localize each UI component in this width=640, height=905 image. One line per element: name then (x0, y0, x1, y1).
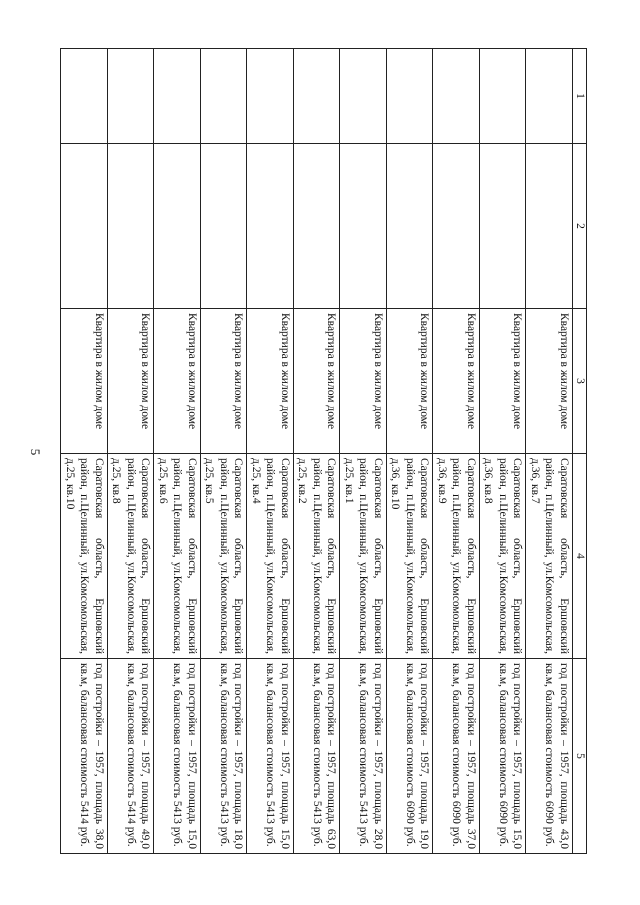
cell-col2 (61, 144, 108, 309)
table-row (387, 49, 434, 854)
header-cell: 3 (573, 309, 587, 454)
cell-details: год постройки – 1957, площадь 15,0 кв.м, балансовая стоимость 5413 руб. (154, 659, 201, 854)
cell-col1 (433, 49, 480, 144)
cell-address: Саратовская область, Ершовский район, п.Целинный, ул.Комсомольская, д.36, кв.7 (526, 454, 573, 659)
cell-address: Саратовская область, Ершовский район, п.Целинный, ул.Комсомольская, д.25, кв.8 (108, 454, 155, 659)
cell-col2 (526, 144, 573, 309)
table-row (340, 49, 387, 854)
cell-object-type: Квартира в жилом доме (61, 309, 108, 454)
header-cell: 1 (573, 49, 587, 144)
cell-col2 (387, 144, 434, 309)
table-row (433, 49, 480, 854)
table-row (201, 49, 248, 854)
cell-object-type: Квартира в жилом доме (201, 309, 248, 454)
cell-details: год постройки – 1957, площадь 38,0 кв.м, балансовая стоимость 5414 руб. (61, 659, 108, 854)
cell-col1 (108, 49, 155, 144)
cell-details: год постройки – 1957, площадь 37,0 кв.м, балансовая стоимость 6090 руб. (433, 659, 480, 854)
cell-address: Саратовская область, Ершовский район, п.Целинный, ул.Комсомольская, д.25, кв.5 (201, 454, 248, 659)
cell-col2 (247, 144, 294, 309)
cell-col1 (61, 49, 108, 144)
table-row (247, 49, 294, 854)
cell-col2 (201, 144, 248, 309)
cell-col1 (201, 49, 248, 144)
cell-object-type: Квартира в жилом доме (154, 309, 201, 454)
cell-details: год постройки – 1957, площадь 28,0 кв.м, балансовая стоимость 5413 руб. (340, 659, 387, 854)
cell-address: Саратовская область, Ершовский район, п.Целинный, ул.Комсомольская, д.25, кв.2 (294, 454, 341, 659)
cell-col1 (387, 49, 434, 144)
cell-details: год постройки – 1957, площадь 15,0 кв.м, балансовая стоимость 5413 руб. (247, 659, 294, 854)
cell-details: год постройки – 1957, площадь 18,0 кв.м, балансовая стоимость 5413 руб. (201, 659, 248, 854)
cell-object-type: Квартира в жилом доме (526, 309, 573, 454)
cell-object-type: Квартира в жилом доме (480, 309, 527, 454)
cell-col2 (433, 144, 480, 309)
cell-col1 (294, 49, 341, 144)
cell-address: Саратовская область, Ершовский район, п.Целинный, ул.Комсомольская, д.25, кв.10 (61, 454, 108, 659)
table-row (108, 49, 155, 854)
cell-object-type: Квартира в жилом доме (340, 309, 387, 454)
cell-address: Саратовская область, Ершовский район, п.Целинный, ул.Комсомольская, д.25, кв.4 (247, 454, 294, 659)
cell-object-type: Квартира в жилом доме (247, 309, 294, 454)
table-row (154, 49, 201, 854)
cell-details: год постройки – 1957, площадь 19,0 кв.м, балансовая стоимость 6090 руб. (387, 659, 434, 854)
cell-address: Саратовская область, Ершовский район, п.Целинный, ул.Комсомольская, д.36, кв.9 (433, 454, 480, 659)
table-row (61, 49, 108, 854)
cell-details: год постройки – 1957, площадь 15,0 кв.м, балансовая стоимость 6090 руб. (480, 659, 527, 854)
property-table (61, 48, 588, 854)
cell-col2 (480, 144, 527, 309)
cell-address: Саратовская область, Ершовский район, п.Целинный, ул.Комсомольская, д.25, кв.6 (154, 454, 201, 659)
cell-details: год постройки – 1957, площадь 43,0 кв.м, балансовая стоимость 6090 руб. (526, 659, 573, 854)
cell-col2 (108, 144, 155, 309)
cell-address: Саратовская область, Ершовский район, п.Целинный, ул.Комсомольская, д.36, кв.10 (387, 454, 434, 659)
cell-object-type: Квартира в жилом доме (433, 309, 480, 454)
header-cell: 4 (573, 454, 587, 659)
cell-col2 (294, 144, 341, 309)
header-cell: 2 (573, 144, 587, 309)
page-number: 5 (28, 448, 43, 456)
cell-col1 (340, 49, 387, 144)
cell-col2 (340, 144, 387, 309)
cell-address: Саратовская область, Ершовский район, п.Целинный, ул.Комсомольская, д.25, кв.1 (340, 454, 387, 659)
cell-col1 (154, 49, 201, 144)
cell-details: год постройки – 1957, площадь 49,0 кв.м, балансовая стоимость 5414 руб. (108, 659, 155, 854)
table-row (526, 49, 573, 854)
cell-details: год постройки – 1957, площадь 63,0 кв.м, балансовая стоимость 5413 руб. (294, 659, 341, 854)
cell-col1 (480, 49, 527, 144)
cell-address: Саратовская область, Ершовский район, п.Целинный, ул.Комсомольская, д.36, кв.8 (480, 454, 527, 659)
header-row (573, 49, 587, 854)
cell-object-type: Квартира в жилом доме (387, 309, 434, 454)
table-row (294, 49, 341, 854)
cell-col1 (526, 49, 573, 144)
rotated-table-container (64, 48, 587, 853)
cell-col1 (247, 49, 294, 144)
header-cell: 5 (573, 659, 587, 854)
cell-object-type: Квартира в жилом доме (294, 309, 341, 454)
cell-col2 (154, 144, 201, 309)
table-row (480, 49, 527, 854)
cell-object-type: Квартира в жилом доме (108, 309, 155, 454)
